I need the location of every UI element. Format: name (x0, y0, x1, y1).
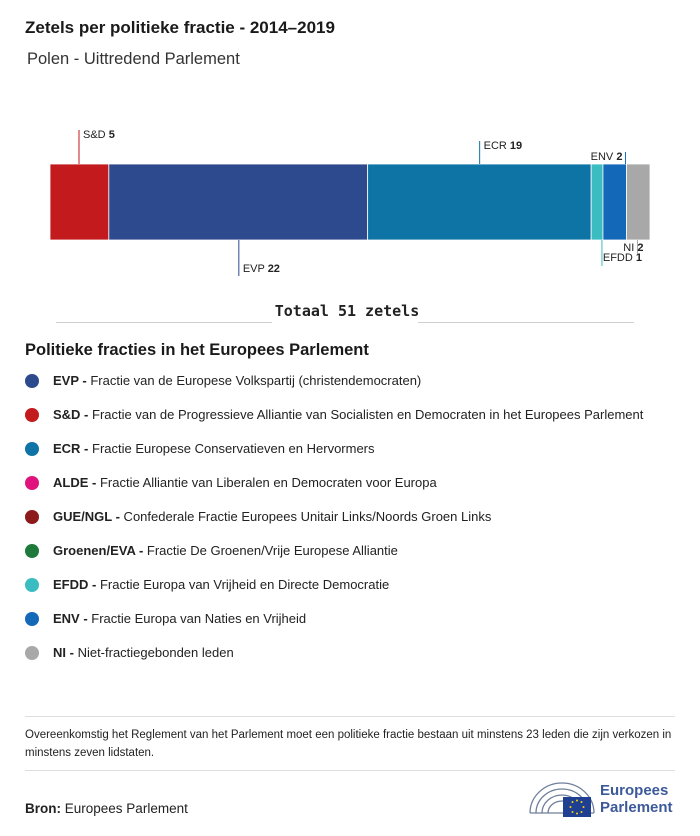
legend-item (25, 406, 645, 424)
legend-desc: Niet-fractiegebonden leden (73, 645, 234, 660)
legend-item (25, 644, 645, 662)
divider-bottom (25, 770, 675, 771)
legend-swatch (25, 646, 39, 660)
bar-segment-efdd (591, 164, 603, 240)
chart-title: Zetels per politieke fractie - 2014–2019 (25, 18, 335, 37)
legend-abbr: ALDE - (53, 475, 97, 490)
legend-swatch (25, 442, 39, 456)
divider-top (25, 716, 675, 717)
logo-line-2: Parlement (600, 799, 673, 816)
bar-segment-ecr (368, 164, 592, 240)
chart-subtitle: Polen - Uittredend Parlement (27, 50, 240, 68)
legend-abbr: S&D - (53, 407, 89, 422)
legend-swatch (25, 612, 39, 626)
legend-title: Politieke fracties in het Europees Parlement (25, 341, 369, 359)
legend-desc: Fractie Alliantie van Liberalen en Democraten voor Europa (96, 475, 437, 490)
bar-segment-ni (626, 164, 650, 240)
legend-abbr: ECR - (53, 441, 89, 456)
bar-segment-evp (109, 164, 368, 240)
data-label: ENV 2 (590, 151, 623, 163)
legend-abbr: EFDD - (53, 577, 97, 592)
bar-segment-sd (50, 164, 109, 240)
legend-swatch (25, 578, 39, 592)
data-label: S&D 5 (83, 129, 115, 141)
footnote: Overeenkomstig het Reglement van het Parlement moet een politieke fractie bestaan uit minstens 23 leden die zijn verkozen in minstens zeven lidstaten. (25, 729, 672, 759)
legend-swatch (25, 476, 39, 490)
legend-desc: Fractie van de Progressieve Alliantie van Socialisten en Democraten in het Europees Parlement (88, 407, 644, 422)
legend-swatch (25, 374, 39, 388)
legend-item (25, 440, 645, 458)
data-label: NI 2 (623, 242, 644, 254)
legend-item (25, 576, 645, 594)
data-label: EFDD 1 (602, 252, 642, 264)
legend-desc: Fractie Europa van Vrijheid en Directe Democratie (96, 577, 390, 592)
legend-swatch (25, 544, 39, 558)
total-label: Totaal 51 zetels (274, 302, 420, 320)
legend-desc: Fractie Europese Conservatieven en Hervormers (88, 441, 375, 456)
bar-segment-env (603, 164, 627, 240)
total-seats (56, 301, 634, 343)
legend-desc: Fractie De Groenen/Vrije Europese Alliantie (143, 543, 398, 558)
legend-desc: Fractie Europa van Naties en Vrijheid (87, 611, 307, 626)
legend-swatch (25, 408, 39, 422)
logo-text (600, 782, 673, 816)
data-label: EVP 22 (242, 263, 280, 275)
stacked-seat-chart (0, 120, 700, 285)
legend-item (25, 474, 645, 492)
legend (25, 372, 645, 678)
legend-abbr: Groenen/EVA - (53, 543, 144, 558)
source-label: Bron: (25, 801, 61, 816)
legend-item (25, 610, 645, 628)
data-label: ECR 19 (483, 140, 523, 152)
source-value: Europees Parlement (64, 801, 188, 816)
total-left-rule (56, 322, 272, 323)
legend-abbr: NI - (53, 645, 74, 660)
total-right-rule (418, 322, 634, 323)
parliament-hemicycle-icon (528, 779, 598, 821)
legend-abbr: EVP - (53, 373, 87, 388)
legend-swatch (25, 510, 39, 524)
logo-line-1: Europees (600, 782, 669, 799)
source (25, 801, 188, 816)
ep-logo (528, 779, 678, 821)
legend-item (25, 372, 645, 390)
legend-item (25, 508, 645, 526)
legend-abbr: ENV - (53, 611, 88, 626)
legend-abbr: GUE/NGL - (53, 509, 120, 524)
legend-item (25, 542, 645, 560)
legend-desc: Confederale Fractie Europees Unitair Links/Noords Groen Links (119, 509, 492, 524)
legend-desc: Fractie van de Europese Volkspartij (christendemocraten) (86, 373, 422, 388)
